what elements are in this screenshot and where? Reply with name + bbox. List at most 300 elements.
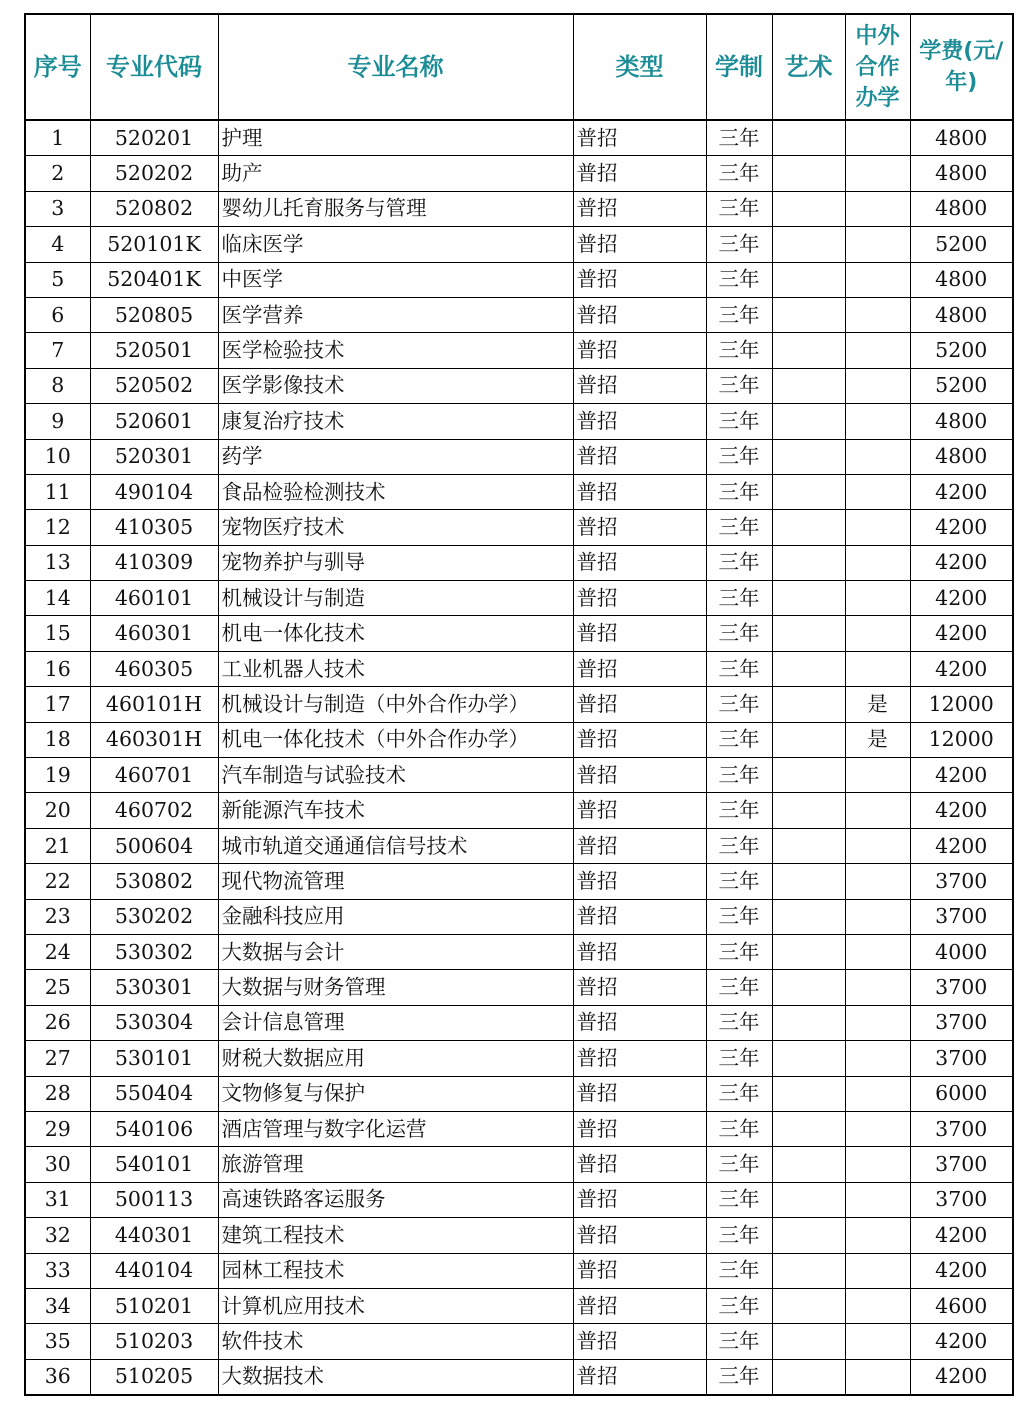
cell-fee: 5200: [910, 368, 1013, 403]
cell-name: 汽车制造与试验技术: [218, 758, 573, 793]
cell-art: [772, 1147, 845, 1182]
cell-fee: 4800: [910, 156, 1013, 191]
cell-coop: [845, 545, 910, 580]
cell-type: 普招: [573, 793, 706, 828]
table-row: [25, 1288, 1013, 1323]
cell-fee: 3700: [910, 1182, 1013, 1217]
cell-type: 普招: [573, 616, 706, 651]
table-row: [25, 297, 1013, 332]
cell-art: [772, 333, 845, 368]
cell-art: [772, 687, 845, 722]
table-row: [25, 191, 1013, 226]
cell-art: [772, 651, 845, 686]
cell-name: 高速铁路客运服务: [218, 1182, 573, 1217]
cell-code: 510201: [90, 1288, 218, 1323]
cell-art: [772, 156, 845, 191]
cell-fee: 4800: [910, 297, 1013, 332]
cell-name: 助产: [218, 156, 573, 191]
cell-name: 医学检验技术: [218, 333, 573, 368]
cell-seq: 34: [25, 1288, 90, 1323]
table-row: [25, 1076, 1013, 1111]
cell-art: [772, 758, 845, 793]
cell-duration: 三年: [706, 651, 772, 686]
cell-art: [772, 1111, 845, 1146]
cell-duration: 三年: [706, 934, 772, 969]
cell-coop: [845, 439, 910, 474]
cell-coop: [845, 793, 910, 828]
cell-name: 旅游管理: [218, 1147, 573, 1182]
cell-duration: 三年: [706, 156, 772, 191]
cell-code: 520805: [90, 297, 218, 332]
cell-name: 大数据技术: [218, 1359, 573, 1395]
cell-name: 机电一体化技术: [218, 616, 573, 651]
table-row: [25, 651, 1013, 686]
table-row: [25, 899, 1013, 934]
cell-code: 530301: [90, 970, 218, 1005]
cell-type: 普招: [573, 1359, 706, 1395]
cell-name: 建筑工程技术: [218, 1218, 573, 1253]
cell-duration: 三年: [706, 1005, 772, 1040]
cell-fee: 4200: [910, 793, 1013, 828]
cell-duration: 三年: [706, 262, 772, 297]
cell-duration: 三年: [706, 864, 772, 899]
cell-fee: 3700: [910, 899, 1013, 934]
cell-type: 普招: [573, 864, 706, 899]
cell-name: 计算机应用技术: [218, 1288, 573, 1323]
cell-code: 550404: [90, 1076, 218, 1111]
cell-duration: 三年: [706, 191, 772, 226]
cell-fee: 4800: [910, 191, 1013, 226]
cell-code: 540106: [90, 1111, 218, 1146]
cell-type: 普招: [573, 1005, 706, 1040]
table-row: [25, 1359, 1013, 1395]
cell-seq: 7: [25, 333, 90, 368]
cell-code: 520802: [90, 191, 218, 226]
table-row: [25, 404, 1013, 439]
cell-coop: [845, 651, 910, 686]
cell-type: 普招: [573, 970, 706, 1005]
cell-type: 普招: [573, 262, 706, 297]
cell-art: [772, 899, 845, 934]
cell-coop: [845, 899, 910, 934]
cell-type: 普招: [573, 758, 706, 793]
cell-name: 会计信息管理: [218, 1005, 573, 1040]
cell-name: 药学: [218, 439, 573, 474]
table-row: [25, 934, 1013, 969]
cell-coop: [845, 1076, 910, 1111]
cell-name: 机电一体化技术（中外合作办学）: [218, 722, 573, 757]
cell-duration: 三年: [706, 616, 772, 651]
cell-duration: 三年: [706, 1076, 772, 1111]
table-row: [25, 545, 1013, 580]
table-row: [25, 510, 1013, 545]
cell-art: [772, 1076, 845, 1111]
cell-code: 460702: [90, 793, 218, 828]
cell-seq: 35: [25, 1324, 90, 1359]
cell-fee: 12000: [910, 722, 1013, 757]
cell-duration: 三年: [706, 227, 772, 262]
cell-name: 现代物流管理: [218, 864, 573, 899]
cell-seq: 20: [25, 793, 90, 828]
cell-seq: 18: [25, 722, 90, 757]
table-row: [25, 156, 1013, 191]
cell-fee: 3700: [910, 970, 1013, 1005]
cell-type: 普招: [573, 368, 706, 403]
cell-fee: 4800: [910, 120, 1013, 156]
header-duration: 学制: [706, 14, 772, 120]
table-row: [25, 474, 1013, 509]
majors-table: [24, 13, 1014, 1396]
cell-coop: [845, 581, 910, 616]
cell-code: 540101: [90, 1147, 218, 1182]
cell-name: 机械设计与制造（中外合作办学）: [218, 687, 573, 722]
cell-code: 520201: [90, 120, 218, 156]
cell-duration: 三年: [706, 970, 772, 1005]
cell-seq: 8: [25, 368, 90, 403]
cell-seq: 33: [25, 1253, 90, 1288]
table-row: [25, 1005, 1013, 1040]
cell-duration: 三年: [706, 899, 772, 934]
cell-coop: [845, 864, 910, 899]
cell-duration: 三年: [706, 1253, 772, 1288]
cell-duration: 三年: [706, 793, 772, 828]
cell-coop: [845, 510, 910, 545]
cell-duration: 三年: [706, 758, 772, 793]
cell-art: [772, 1218, 845, 1253]
table-row: [25, 687, 1013, 722]
cell-art: [772, 1288, 845, 1323]
table-row: [25, 864, 1013, 899]
cell-seq: 17: [25, 687, 90, 722]
header-seq: 序号: [25, 14, 90, 120]
cell-code: 460101H: [90, 687, 218, 722]
cell-code: 510203: [90, 1324, 218, 1359]
cell-coop: [845, 758, 910, 793]
cell-code: 520301: [90, 439, 218, 474]
cell-art: [772, 191, 845, 226]
cell-duration: 三年: [706, 1359, 772, 1395]
cell-coop: [845, 1324, 910, 1359]
cell-duration: 三年: [706, 474, 772, 509]
cell-fee: 3700: [910, 864, 1013, 899]
cell-coop: [845, 1359, 910, 1395]
cell-type: 普招: [573, 1111, 706, 1146]
cell-type: 普招: [573, 156, 706, 191]
cell-fee: 4200: [910, 651, 1013, 686]
cell-duration: 三年: [706, 828, 772, 863]
cell-coop: [845, 227, 910, 262]
table-row: [25, 333, 1013, 368]
cell-fee: 3700: [910, 1147, 1013, 1182]
cell-art: [772, 793, 845, 828]
cell-code: 410305: [90, 510, 218, 545]
cell-name: 工业机器人技术: [218, 651, 573, 686]
table-row: [25, 793, 1013, 828]
cell-fee: 3700: [910, 1005, 1013, 1040]
cell-code: 460301H: [90, 722, 218, 757]
cell-code: 530802: [90, 864, 218, 899]
cell-seq: 21: [25, 828, 90, 863]
cell-seq: 10: [25, 439, 90, 474]
cell-seq: 9: [25, 404, 90, 439]
cell-seq: 30: [25, 1147, 90, 1182]
cell-art: [772, 262, 845, 297]
cell-code: 520401K: [90, 262, 218, 297]
cell-type: 普招: [573, 474, 706, 509]
cell-art: [772, 828, 845, 863]
cell-art: [772, 120, 845, 156]
cell-type: 普招: [573, 510, 706, 545]
cell-duration: 三年: [706, 581, 772, 616]
cell-type: 普招: [573, 439, 706, 474]
cell-art: [772, 297, 845, 332]
cell-fee: 4200: [910, 1359, 1013, 1395]
cell-coop: [845, 1147, 910, 1182]
cell-type: 普招: [573, 1076, 706, 1111]
cell-coop: [845, 120, 910, 156]
cell-seq: 22: [25, 864, 90, 899]
cell-name: 财税大数据应用: [218, 1041, 573, 1076]
cell-name: 大数据与会计: [218, 934, 573, 969]
cell-coop: [845, 262, 910, 297]
cell-code: 510205: [90, 1359, 218, 1395]
header-coop: 中外合作办学: [845, 14, 910, 120]
cell-name: 医学营养: [218, 297, 573, 332]
cell-type: 普招: [573, 651, 706, 686]
cell-fee: 4800: [910, 262, 1013, 297]
cell-type: 普招: [573, 191, 706, 226]
cell-type: 普招: [573, 1147, 706, 1182]
cell-code: 490104: [90, 474, 218, 509]
cell-type: 普招: [573, 404, 706, 439]
cell-coop: [845, 474, 910, 509]
cell-fee: 4200: [910, 1218, 1013, 1253]
cell-fee: 3700: [910, 1041, 1013, 1076]
cell-art: [772, 616, 845, 651]
cell-art: [772, 368, 845, 403]
cell-seq: 23: [25, 899, 90, 934]
cell-code: 500113: [90, 1182, 218, 1217]
table-row: [25, 262, 1013, 297]
cell-code: 460305: [90, 651, 218, 686]
cell-duration: 三年: [706, 1111, 772, 1146]
cell-coop: [845, 1111, 910, 1146]
cell-duration: 三年: [706, 439, 772, 474]
cell-fee: 5200: [910, 333, 1013, 368]
cell-seq: 28: [25, 1076, 90, 1111]
cell-duration: 三年: [706, 1041, 772, 1076]
cell-seq: 29: [25, 1111, 90, 1146]
cell-name: 城市轨道交通通信信号技术: [218, 828, 573, 863]
cell-type: 普招: [573, 828, 706, 863]
cell-fee: 4200: [910, 828, 1013, 863]
cell-fee: 6000: [910, 1076, 1013, 1111]
table-row: [25, 1253, 1013, 1288]
cell-coop: [845, 1005, 910, 1040]
cell-art: [772, 970, 845, 1005]
cell-coop: [845, 1288, 910, 1323]
cell-type: 普招: [573, 1218, 706, 1253]
header-code: 专业代码: [90, 14, 218, 120]
cell-seq: 5: [25, 262, 90, 297]
cell-art: [772, 510, 845, 545]
cell-code: 530202: [90, 899, 218, 934]
table-row: [25, 1147, 1013, 1182]
cell-name: 金融科技应用: [218, 899, 573, 934]
cell-art: [772, 1182, 845, 1217]
table-row: [25, 227, 1013, 262]
cell-seq: 25: [25, 970, 90, 1005]
cell-name: 中医学: [218, 262, 573, 297]
cell-fee: 12000: [910, 687, 1013, 722]
cell-type: 普招: [573, 333, 706, 368]
cell-fee: 4200: [910, 545, 1013, 580]
cell-name: 软件技术: [218, 1324, 573, 1359]
cell-code: 500604: [90, 828, 218, 863]
cell-type: 普招: [573, 687, 706, 722]
cell-code: 410309: [90, 545, 218, 580]
cell-type: 普招: [573, 722, 706, 757]
cell-seq: 6: [25, 297, 90, 332]
cell-coop: 是: [845, 687, 910, 722]
cell-coop: [845, 297, 910, 332]
table-row: [25, 368, 1013, 403]
header-fee: 学费(元/年): [910, 14, 1013, 120]
cell-art: [772, 404, 845, 439]
cell-name: 医学影像技术: [218, 368, 573, 403]
cell-seq: 4: [25, 227, 90, 262]
cell-name: 大数据与财务管理: [218, 970, 573, 1005]
cell-code: 530304: [90, 1005, 218, 1040]
table-row: [25, 120, 1013, 156]
cell-type: 普招: [573, 297, 706, 332]
cell-coop: [845, 404, 910, 439]
cell-art: [772, 1253, 845, 1288]
cell-coop: 是: [845, 722, 910, 757]
cell-code: 460701: [90, 758, 218, 793]
cell-fee: 3700: [910, 1111, 1013, 1146]
table-row: [25, 1324, 1013, 1359]
cell-duration: 三年: [706, 1182, 772, 1217]
cell-duration: 三年: [706, 368, 772, 403]
cell-coop: [845, 1182, 910, 1217]
cell-code: 460301: [90, 616, 218, 651]
cell-name: 宠物养护与驯导: [218, 545, 573, 580]
cell-duration: 三年: [706, 687, 772, 722]
cell-type: 普招: [573, 934, 706, 969]
cell-seq: 32: [25, 1218, 90, 1253]
cell-duration: 三年: [706, 1147, 772, 1182]
cell-seq: 19: [25, 758, 90, 793]
cell-seq: 11: [25, 474, 90, 509]
header-name: 专业名称: [218, 14, 573, 120]
cell-seq: 15: [25, 616, 90, 651]
cell-name: 机械设计与制造: [218, 581, 573, 616]
cell-code: 520601: [90, 404, 218, 439]
table-row: [25, 1111, 1013, 1146]
table-row: [25, 758, 1013, 793]
cell-duration: 三年: [706, 120, 772, 156]
cell-type: 普招: [573, 227, 706, 262]
cell-art: [772, 864, 845, 899]
cell-coop: [845, 616, 910, 651]
table-body: [25, 120, 1013, 1395]
cell-art: [772, 1359, 845, 1395]
cell-art: [772, 545, 845, 580]
header-type: 类型: [573, 14, 706, 120]
cell-fee: 4200: [910, 1324, 1013, 1359]
cell-seq: 27: [25, 1041, 90, 1076]
cell-fee: 4000: [910, 934, 1013, 969]
table-row: [25, 439, 1013, 474]
cell-code: 520101K: [90, 227, 218, 262]
cell-art: [772, 439, 845, 474]
cell-coop: [845, 1218, 910, 1253]
table-row: [25, 1041, 1013, 1076]
cell-type: 普招: [573, 1182, 706, 1217]
cell-art: [772, 227, 845, 262]
cell-type: 普招: [573, 120, 706, 156]
cell-duration: 三年: [706, 1288, 772, 1323]
cell-type: 普招: [573, 545, 706, 580]
cell-duration: 三年: [706, 545, 772, 580]
cell-seq: 24: [25, 934, 90, 969]
cell-coop: [845, 368, 910, 403]
cell-type: 普招: [573, 1041, 706, 1076]
cell-name: 护理: [218, 120, 573, 156]
cell-name: 婴幼儿托育服务与管理: [218, 191, 573, 226]
cell-seq: 16: [25, 651, 90, 686]
table-row: [25, 828, 1013, 863]
cell-name: 康复治疗技术: [218, 404, 573, 439]
cell-code: 440301: [90, 1218, 218, 1253]
table-row: [25, 722, 1013, 757]
cell-code: 520502: [90, 368, 218, 403]
cell-duration: 三年: [706, 297, 772, 332]
cell-coop: [845, 828, 910, 863]
table-row: [25, 581, 1013, 616]
cell-fee: 4600: [910, 1288, 1013, 1323]
cell-seq: 31: [25, 1182, 90, 1217]
cell-duration: 三年: [706, 404, 772, 439]
cell-name: 宠物医疗技术: [218, 510, 573, 545]
cell-type: 普招: [573, 1324, 706, 1359]
cell-type: 普招: [573, 899, 706, 934]
cell-art: [772, 1324, 845, 1359]
cell-duration: 三年: [706, 722, 772, 757]
cell-art: [772, 722, 845, 757]
cell-fee: 4200: [910, 474, 1013, 509]
cell-code: 520202: [90, 156, 218, 191]
cell-type: 普招: [573, 1253, 706, 1288]
cell-coop: [845, 156, 910, 191]
cell-duration: 三年: [706, 1324, 772, 1359]
cell-fee: 4200: [910, 758, 1013, 793]
cell-duration: 三年: [706, 1218, 772, 1253]
cell-seq: 13: [25, 545, 90, 580]
header-art: 艺术: [772, 14, 845, 120]
cell-seq: 2: [25, 156, 90, 191]
cell-name: 食品检验检测技术: [218, 474, 573, 509]
cell-coop: [845, 970, 910, 1005]
cell-fee: 4800: [910, 404, 1013, 439]
cell-code: 530302: [90, 934, 218, 969]
cell-code: 520501: [90, 333, 218, 368]
cell-art: [772, 1041, 845, 1076]
cell-coop: [845, 333, 910, 368]
cell-fee: 4800: [910, 439, 1013, 474]
cell-seq: 3: [25, 191, 90, 226]
